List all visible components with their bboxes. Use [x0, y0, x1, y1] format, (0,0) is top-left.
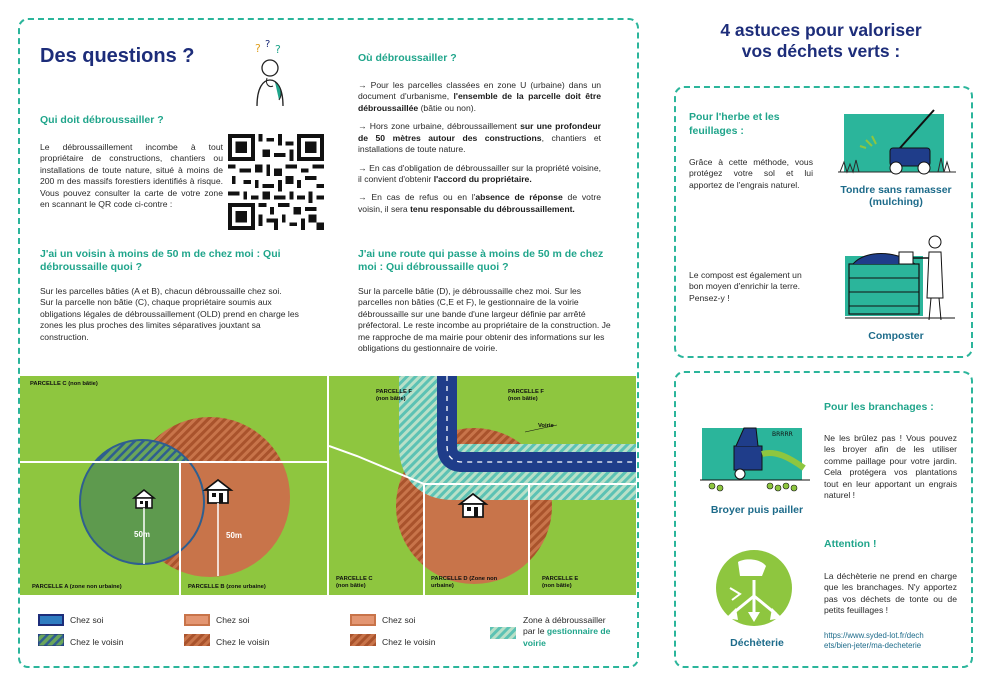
legend-blue-solid	[38, 614, 64, 626]
q3-body: Sur les parcelles bâties (A et B), chacun débroussaille chez soi. Sur la parcelle non bâtie (C), chaque propriétaire soumis aux obligations légales de débroussaillement (OLD) prend en charge les zones les plus proches des limites séparatives jouxtant sa construction.	[40, 286, 299, 342]
q4-text: Sur la parcelle bâtie (D), je débroussaille chez moi. Sur les parcelles non bâties (C,E et F), le gestionnaire de la voirie débroussaille sur une bande d'une largeur définie par arrêté préfectoral. Le reste incombe au propriétaire de la construction. Je me rapproche de ma mairie pour obtenir des informations sur les obligations du gestionnaire de voirie.	[358, 286, 611, 354]
legend-orange-solid-2	[350, 614, 376, 626]
legend-teal-hatch	[490, 627, 516, 639]
compost-illustration	[845, 228, 955, 324]
branch-text: Ne les brûlez pas ! Vous pouvez les broyer afin de les utiliser comme paillage pour votre jardin. Cela protégera vos plantations tout en leur apportant un engrais naturel !	[824, 433, 957, 501]
lawnmower-illustration	[838, 100, 956, 180]
recycling-center-icon	[710, 548, 798, 628]
distance-label-a: 50m	[134, 530, 151, 539]
branch-heading: Pour les branchages :	[824, 401, 934, 413]
legend-orange-hatch-2	[350, 634, 376, 646]
page-title: Des questions ?	[40, 45, 195, 67]
map2-parcelle-d: PARCELLE D (Zone non urbaine)	[431, 576, 498, 589]
legend-road-zone: Zone à débroussailler par le gestionnaire de voirie	[523, 615, 611, 648]
tondre-caption: Tondre sans ramasser (mulching)	[840, 184, 952, 208]
q3-heading: J'ai un voisin à moins de 50 m de chez moi : Qui débroussaille quoi ?	[40, 248, 281, 274]
q1-text: Le débroussaillement incombe à tout propriétaire de constructions, chantiers ou installations de toute nature, situé à moins de 200 m des massifs forestiers identifiés à risque. Vous pouvez consulter la carte de votre zone en scannant le QR code ci-contre :	[40, 142, 223, 210]
attention-heading: Attention !	[824, 538, 877, 550]
svg-text:?: ?	[255, 42, 261, 55]
herbe-text: Grâce à cette méthode, vous protégez votre sol et lui apportez de l'engrais naturel.	[689, 157, 813, 190]
q2-heading: Où débroussailler ?	[358, 52, 457, 64]
q1-heading: Qui doit débroussailler ?	[40, 114, 164, 126]
compost-text: Le compost est également un bon moyen d'enrichir la terre. Pensez-y !	[689, 270, 802, 303]
map1-parcelle-c: PARCELLE C (non bâtie)	[30, 381, 98, 387]
thinking-person-icon	[245, 38, 295, 108]
svg-text:?: ?	[275, 43, 281, 56]
map2-voirie: Voirie	[538, 423, 554, 429]
svg-text:BRRRR: BRRRR	[772, 431, 793, 438]
legend-blue-hatch	[38, 634, 64, 646]
map-road	[329, 376, 636, 595]
attention-text: La déchèterie ne prend en charge que les branchages. N'y apportez pas vos déchets de tonte ou de petits feuillages !	[824, 571, 957, 616]
shredder-illustration	[700, 410, 810, 498]
herbe-heading: Pour l'herbe et les feuillages :	[689, 111, 780, 137]
map2-parcelle-f2: PARCELLE F (non bâtie)	[508, 389, 544, 402]
legend-orange-hatch	[184, 634, 210, 646]
distance-label-b: 50m	[226, 531, 243, 540]
map2-parcelle-f1: PARCELLE F (non bâtie)	[376, 389, 412, 402]
right-title: 4 astuces pour valoriser vos déchets verts :	[720, 20, 922, 61]
compost-caption: Composter	[868, 330, 924, 342]
legend-orange-solid	[184, 614, 210, 626]
q4-heading: J'ai une route qui passe à moins de 50 m de chez moi : Qui débroussaille quoi ?	[358, 248, 604, 274]
map2-parcelle-e: PARCELLE E (non bâtie)	[542, 576, 579, 589]
map2-parcelle-c: PARCELLE C (non bâtie)	[336, 576, 373, 589]
svg-text:?: ?	[265, 39, 271, 50]
dechetterie-link[interactable]: https://www.syded-lot.fr/dech ets/bien-jeter/ma-decheterie	[824, 631, 924, 650]
qr-code[interactable]	[228, 134, 324, 230]
map1-parcelle-a: PARCELLE A (zone non urbaine)	[32, 584, 122, 590]
map1-parcelle-b: PARCELLE B (zone urbaine)	[188, 584, 266, 590]
broyer-caption: Broyer puis pailler	[710, 504, 804, 516]
q2-body: → Pour les parcelles classées en zone U (urbaine) dans un document d'urbanisme, l'ensemble de la parcelle doit être débroussaillée (bâtie ou non). → Hors zone urbaine, débroussaillement sur une profondeur de 50 mètres autour des constructions, chantiers et installations de toute nature. → En cas d'obligation de débroussailler sur la propriété voisine, il convient d'obtenir l'accord du propriétaire. → En cas de refus ou en l'absence de réponse de votre voisin, il sera tenu responsable du débroussaillement.	[358, 80, 601, 214]
map-neighbour	[20, 376, 327, 595]
dechet-caption: Déchèterie	[730, 637, 784, 649]
